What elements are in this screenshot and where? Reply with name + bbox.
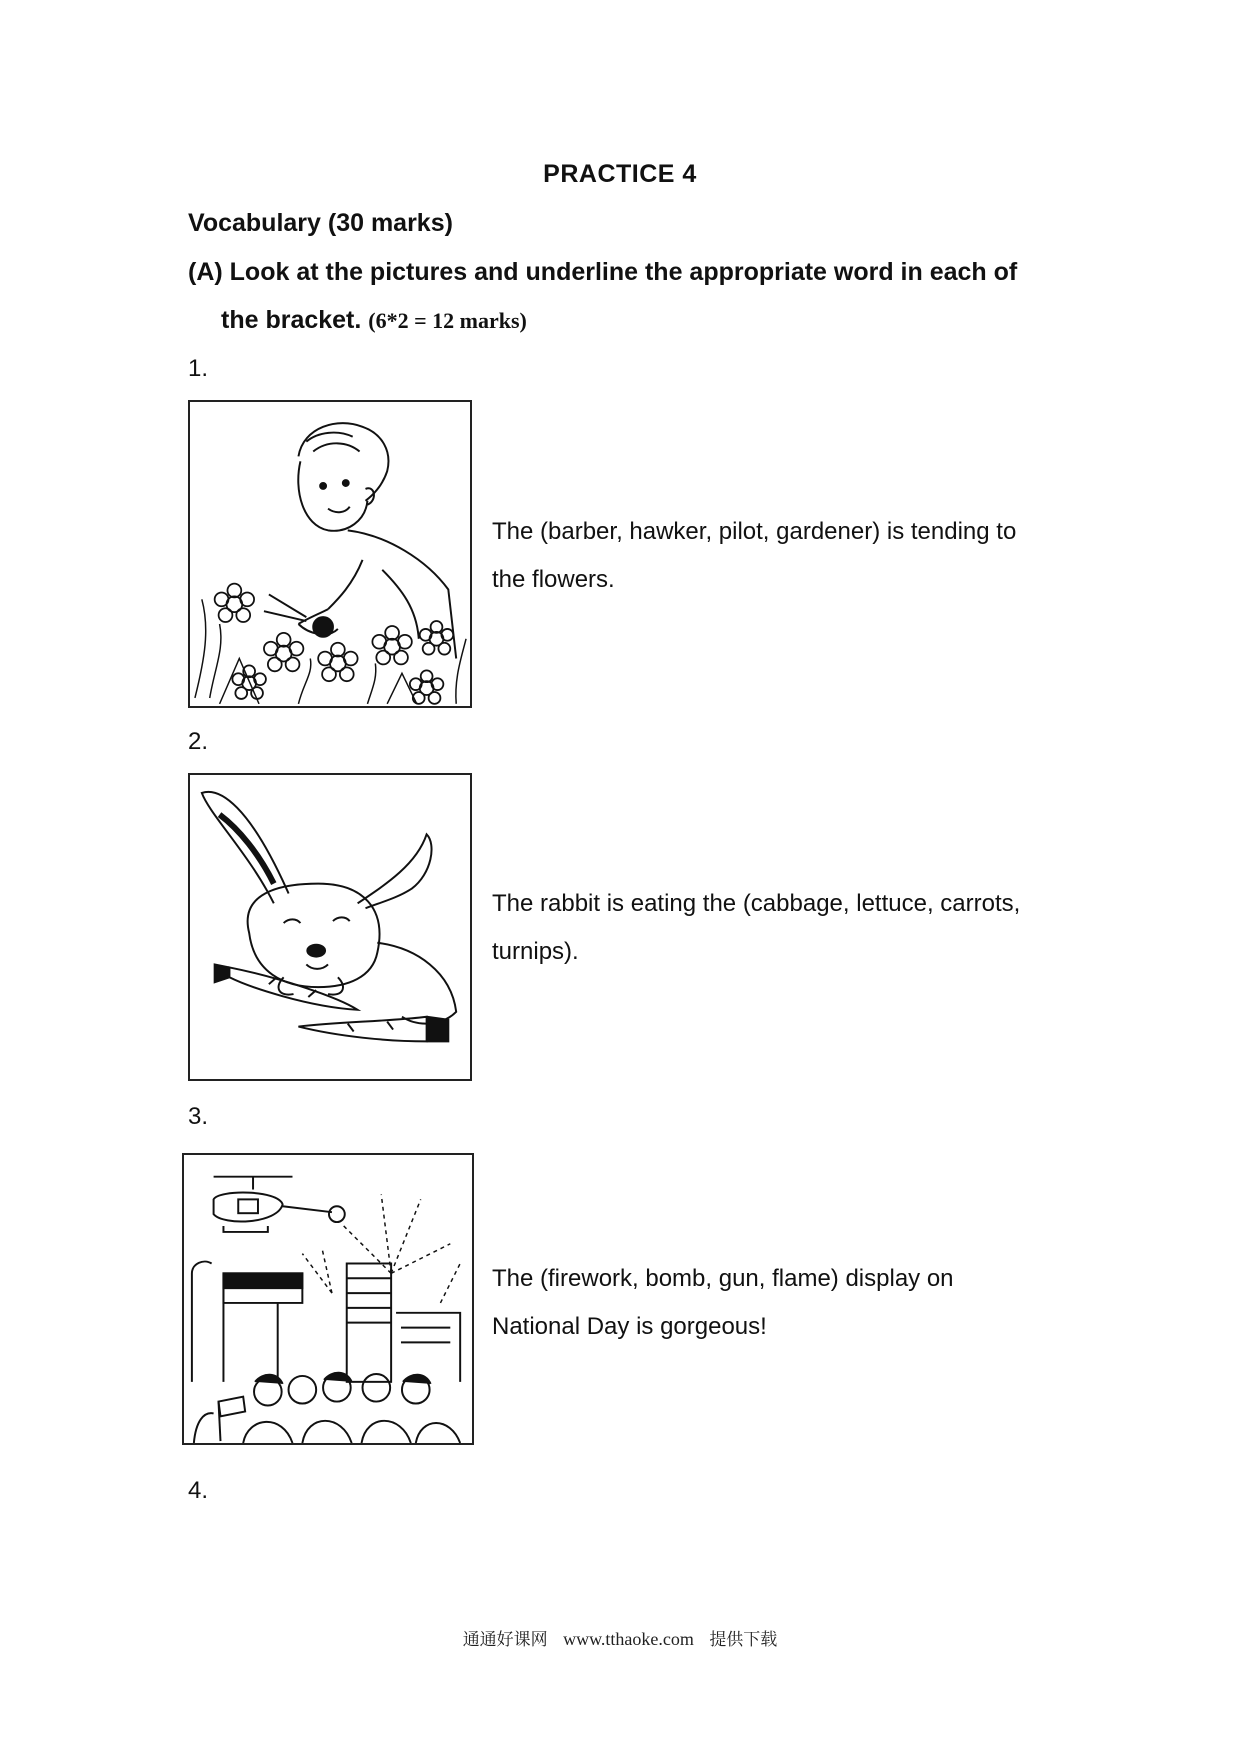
question-2-line-2: turnips). bbox=[492, 938, 579, 965]
question-1-sentence bbox=[492, 508, 1072, 604]
page-footer bbox=[0, 1625, 1240, 1650]
rabbit-drawing bbox=[190, 775, 470, 1079]
instruction-line-2 bbox=[221, 306, 527, 335]
question-2-sentence bbox=[492, 880, 1072, 976]
national-day-drawing bbox=[184, 1155, 472, 1443]
question-3-sentence bbox=[492, 1255, 1072, 1351]
question-3-line-2: National Day is gorgeous! bbox=[492, 1313, 767, 1340]
question-1-line-1: The (barber, hawker, pilot, gardener) is tending to bbox=[492, 518, 1017, 545]
instruction-marks: (6*2 = 12 marks) bbox=[368, 308, 527, 333]
question-3-line-1: The (firework, bomb, gun, flame) display on bbox=[492, 1265, 954, 1292]
section-heading: Vocabulary (30 marks) bbox=[188, 209, 453, 237]
gardener-illustration bbox=[188, 400, 472, 708]
question-2-line-1: The rabbit is eating the (cabbage, lettuce, carrots, bbox=[492, 890, 1021, 917]
instruction-text: the bracket. bbox=[221, 306, 362, 334]
rabbit-carrot-illustration bbox=[188, 773, 472, 1081]
page-title: PRACTICE 4 bbox=[543, 160, 697, 188]
question-2-number: 2. bbox=[188, 728, 209, 755]
gardener-drawing bbox=[190, 402, 470, 706]
footer-left-text: 通通好课网 bbox=[462, 1630, 548, 1650]
question-4-number: 4. bbox=[188, 1477, 209, 1504]
national-day-illustration bbox=[182, 1153, 474, 1445]
footer-site-link[interactable]: www.tthaoke.com bbox=[563, 1629, 694, 1649]
footer-right-text: 提供下载 bbox=[709, 1630, 778, 1650]
question-1-number: 1. bbox=[188, 355, 209, 382]
question-1-line-2: the flowers. bbox=[492, 566, 615, 593]
instruction-line-1: (A) Look at the pictures and underline the appropriate word in each of bbox=[188, 258, 1018, 286]
question-3-number: 3. bbox=[188, 1103, 209, 1130]
